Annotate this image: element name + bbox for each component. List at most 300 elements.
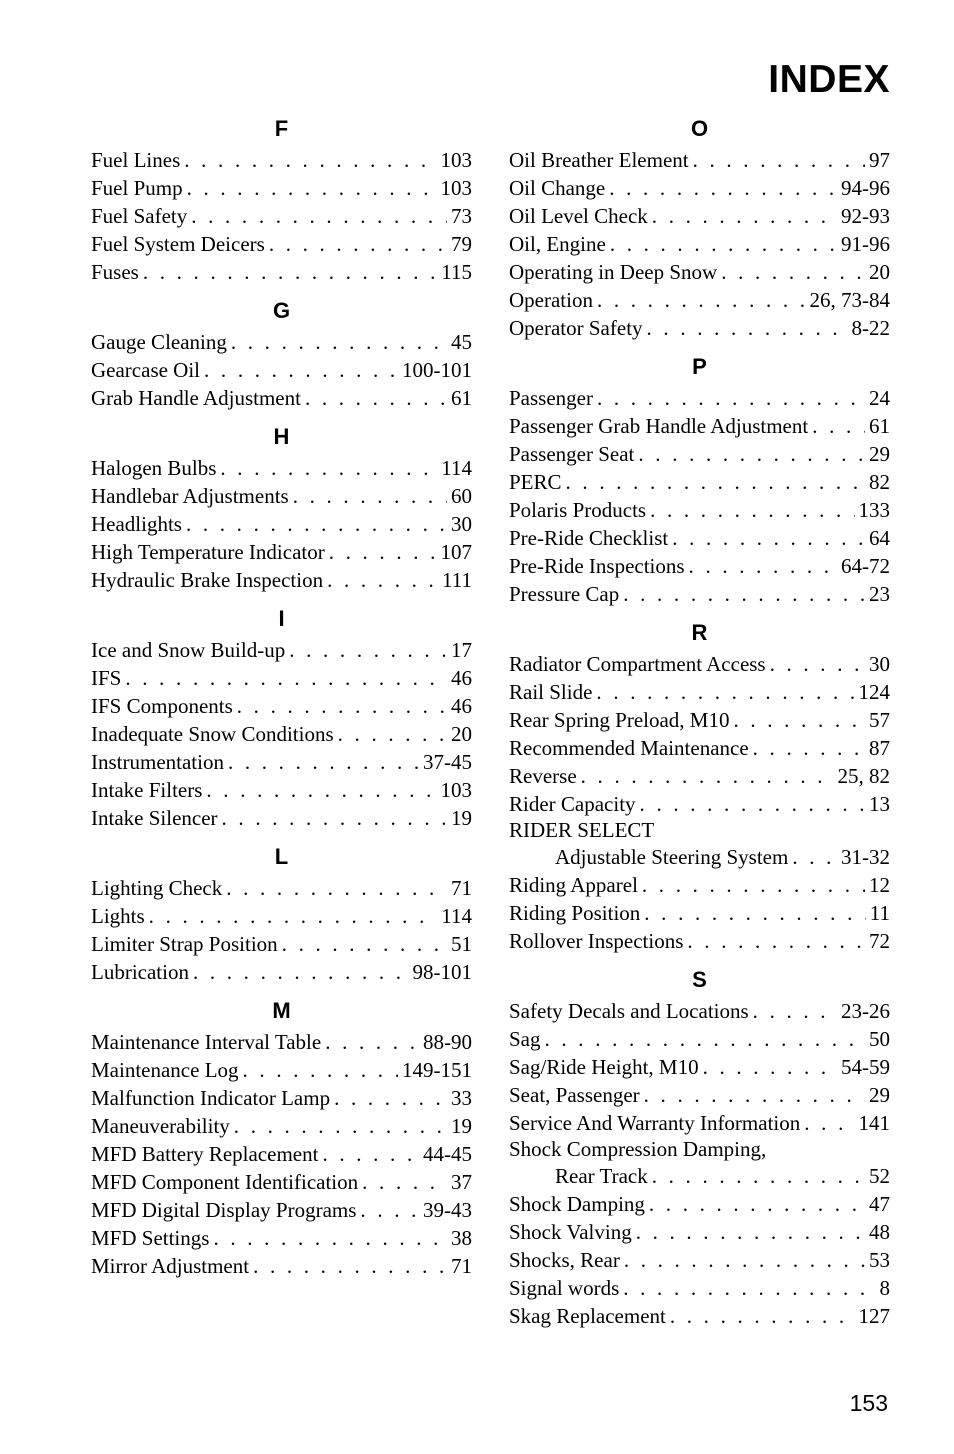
entry-term: Operator Safety — [509, 316, 643, 340]
index-entry — [509, 762, 890, 790]
entry-page: 37 — [451, 1170, 472, 1194]
entry-page: 72 — [869, 929, 890, 953]
index-entry — [509, 146, 890, 174]
entry-page: 31-32 — [841, 845, 890, 869]
dot-leader — [204, 356, 398, 384]
index-entry — [91, 720, 472, 748]
entry-page: 24 — [869, 386, 890, 410]
index-entry — [91, 804, 472, 832]
index-entry — [509, 496, 890, 524]
entry-term: Rear Spring Preload, M10 — [509, 708, 730, 732]
dot-leader — [253, 1252, 447, 1280]
entry-term: Malfunction Indicator Lamp — [91, 1086, 331, 1110]
entry-page: 103 — [440, 148, 472, 172]
entry-page: 50 — [869, 1027, 890, 1051]
dot-leader — [293, 482, 447, 510]
entry-term: Lighting Check — [91, 876, 223, 900]
entry-term: Fuel Pump — [91, 176, 183, 200]
index-entry — [91, 454, 472, 482]
dot-leader — [228, 748, 419, 776]
dot-leader — [226, 874, 447, 902]
entry-term: Lubrication — [91, 960, 189, 984]
entry-term: Recommended Maintenance — [509, 736, 749, 760]
section-letter: L — [274, 844, 289, 869]
dot-leader — [149, 902, 438, 930]
dot-leader — [609, 174, 837, 202]
entry-term: Sag — [509, 1027, 541, 1051]
entry-term: High Temperature Indicator — [91, 540, 325, 564]
section-letter: H — [273, 424, 290, 449]
index-section — [509, 616, 890, 955]
entry-term: Riding Apparel — [509, 873, 638, 897]
dot-leader — [624, 1246, 865, 1274]
index-column-left — [91, 112, 472, 1288]
entry-page: 114 — [441, 456, 472, 480]
dot-leader — [753, 734, 865, 762]
dot-leader — [334, 1084, 447, 1112]
entry-term: Passenger Grab Handle Adjustment — [509, 414, 809, 438]
dot-leader — [322, 1140, 419, 1168]
entry-page: 46 — [451, 666, 472, 690]
dot-leader — [672, 524, 865, 552]
index-entry — [91, 1056, 472, 1084]
entry-page: 115 — [441, 260, 472, 284]
page-number: 153 — [849, 1390, 888, 1416]
index-entry — [509, 1274, 890, 1302]
entry-page: 73 — [451, 204, 472, 228]
index-entry — [91, 930, 472, 958]
entry-term: Operating in Deep Snow — [509, 260, 718, 284]
entry-page: 87 — [869, 736, 890, 760]
index-entry — [509, 1218, 890, 1246]
dot-leader — [636, 1218, 865, 1246]
dot-leader — [644, 899, 865, 927]
index-entry — [509, 1246, 890, 1274]
dot-leader — [329, 538, 437, 566]
entry-term: Shock Damping — [509, 1192, 645, 1216]
entry-page: 107 — [440, 540, 472, 564]
dot-leader — [243, 1056, 398, 1084]
entry-term: Inadequate Snow Conditions — [91, 722, 334, 746]
index-entry — [509, 384, 890, 412]
dot-leader — [644, 1081, 865, 1109]
index-entry — [91, 510, 472, 538]
index-entry — [509, 1053, 890, 1081]
dot-leader — [362, 1168, 447, 1196]
entry-page: 71 — [451, 876, 472, 900]
dot-leader — [143, 258, 437, 286]
dot-leader — [597, 384, 865, 412]
dot-leader — [222, 804, 447, 832]
entry-term: Fuel Safety — [91, 204, 188, 228]
entry-page: 23 — [869, 582, 890, 606]
dot-leader — [125, 664, 447, 692]
entry-term: Fuel System Deicers — [91, 232, 265, 256]
index-entry — [509, 468, 890, 496]
index-entry — [509, 524, 890, 552]
index-entry — [509, 706, 890, 734]
entry-page: 141 — [858, 1111, 890, 1135]
entry-term: Passenger — [509, 386, 593, 410]
page-title: INDEX — [768, 58, 890, 101]
index-entry — [91, 958, 472, 986]
dot-leader — [623, 1274, 875, 1302]
index-entry — [91, 230, 472, 258]
dot-leader — [650, 496, 854, 524]
entry-page: 92-93 — [841, 204, 890, 228]
entry-page: 13 — [869, 792, 890, 816]
entry-term: Maintenance Log — [91, 1058, 239, 1082]
index-entry — [91, 748, 472, 776]
entry-page: 94-96 — [841, 176, 890, 200]
entry-page: 44-45 — [423, 1142, 472, 1166]
entry-term: Limiter Strap Position — [91, 932, 278, 956]
entry-term: RIDER SELECT — [509, 818, 655, 842]
entry-page: 127 — [858, 1304, 890, 1328]
entry-term: Skag Replacement — [509, 1304, 666, 1328]
index-entry — [91, 874, 472, 902]
entry-page: 12 — [869, 873, 890, 897]
index-entry — [509, 927, 890, 955]
entry-page: 100-101 — [402, 358, 472, 382]
index-entry — [91, 636, 472, 664]
entry-page: 124 — [858, 680, 890, 704]
entry-page: 97 — [869, 148, 890, 172]
index-section — [509, 350, 890, 608]
index-entry — [91, 566, 472, 594]
entry-term: Mirror Adjustment — [91, 1254, 250, 1278]
dot-leader — [237, 692, 447, 720]
dot-leader — [360, 1196, 419, 1224]
entry-term: Fuel Lines — [91, 148, 181, 172]
dot-leader — [689, 552, 837, 580]
entry-page: 91-96 — [841, 232, 890, 256]
entry-page: 149-151 — [402, 1058, 472, 1082]
index-entry — [91, 356, 472, 384]
entry-term: Oil Breather Element — [509, 148, 689, 172]
dot-leader — [325, 1028, 419, 1056]
entry-term: Rider Capacity — [509, 792, 636, 816]
dot-leader — [721, 258, 865, 286]
entry-term: Service And Warranty Information — [509, 1111, 801, 1135]
index-entry — [91, 1168, 472, 1196]
dot-leader — [693, 146, 865, 174]
entry-term: Headlights — [91, 512, 182, 536]
entry-term: Ice and Snow Build-up — [91, 638, 286, 662]
entry-page: 19 — [451, 1114, 472, 1138]
index-section — [509, 112, 890, 342]
index-entry — [91, 384, 472, 412]
index-entry — [509, 1081, 890, 1109]
entry-term: IFS Components — [91, 694, 233, 718]
dot-leader — [186, 510, 447, 538]
entry-page: 37-45 — [423, 750, 472, 774]
entry-term: Grab Handle Adjustment — [91, 386, 301, 410]
index-entry — [91, 538, 472, 566]
entry-term: Shock Valving — [509, 1220, 632, 1244]
entry-page: 39-43 — [423, 1198, 472, 1222]
index-entry — [91, 664, 472, 692]
dot-leader — [282, 930, 447, 958]
entry-page: 47 — [869, 1192, 890, 1216]
section-letter: R — [691, 620, 708, 645]
entry-term: Rollover Inspections — [509, 929, 684, 953]
entry-page: 46 — [451, 694, 472, 718]
entry-page: 30 — [451, 512, 472, 536]
entry-term: Handlebar Adjustments — [91, 484, 289, 508]
section-letter: G — [272, 298, 291, 323]
index-entry — [91, 1028, 472, 1056]
index-entry — [509, 580, 890, 608]
dot-leader — [753, 997, 837, 1025]
dot-leader — [206, 776, 436, 804]
entry-page: 11 — [869, 901, 890, 925]
index-entry — [509, 734, 890, 762]
entry-page: 54-59 — [841, 1055, 890, 1079]
entry-page: 26, 73-84 — [809, 288, 890, 312]
entry-page: 64 — [869, 526, 890, 550]
entry-page: 82 — [869, 470, 890, 494]
entry-subterm: Adjustable Steering System — [555, 845, 789, 869]
index-entry — [509, 678, 890, 706]
index-section — [91, 420, 472, 594]
entry-term: Shock Compression Damping, — [509, 1137, 767, 1161]
entry-term: Passenger Seat — [509, 442, 635, 466]
entry-page: 88-90 — [423, 1030, 472, 1054]
dot-leader — [640, 790, 865, 818]
index-entry — [91, 1112, 472, 1140]
entry-page: 114 — [441, 904, 472, 928]
entry-page: 103 — [440, 778, 472, 802]
entry-term: Polaris Products — [509, 498, 647, 522]
dot-leader — [670, 1302, 855, 1330]
index-section — [91, 112, 472, 286]
dot-leader — [638, 440, 865, 468]
section-letter: O — [690, 116, 709, 141]
index-entry — [91, 1224, 472, 1252]
dot-leader — [642, 871, 865, 899]
index-section — [91, 294, 472, 412]
entry-page: 71 — [451, 1254, 472, 1278]
index-entry — [91, 692, 472, 720]
dot-leader — [652, 1162, 865, 1190]
entry-term: IFS — [91, 666, 122, 690]
index-entry — [91, 776, 472, 804]
index-entry — [91, 328, 472, 356]
entry-page: 23-26 — [841, 999, 890, 1023]
entry-term: MFD Component Identification — [91, 1170, 359, 1194]
entry-page: 51 — [451, 932, 472, 956]
entry-term: Rail Slide — [509, 680, 593, 704]
entry-page: 52 — [869, 1164, 890, 1188]
dot-leader — [652, 202, 837, 230]
entry-term: Gauge Cleaning — [91, 330, 227, 354]
entry-term: Signal words — [509, 1276, 620, 1300]
entry-page: 29 — [869, 1083, 890, 1107]
entry-page: 60 — [451, 484, 472, 508]
entry-term: MFD Battery Replacement — [91, 1142, 319, 1166]
index-entry — [509, 1137, 890, 1190]
entry-term: Hydraulic Brake Inspection — [91, 568, 324, 592]
dot-leader — [581, 762, 834, 790]
index-entry — [91, 202, 472, 230]
entry-term: Pre-Ride Checklist — [509, 526, 669, 550]
index-entry — [509, 790, 890, 818]
entry-term: Pre-Ride Inspections — [509, 554, 685, 578]
dot-leader — [220, 454, 437, 482]
entry-page: 103 — [440, 176, 472, 200]
entry-term: Radiator Compartment Access — [509, 652, 766, 676]
index-entry — [509, 552, 890, 580]
entry-page: 8 — [879, 1276, 890, 1300]
entry-page: 17 — [451, 638, 472, 662]
dot-leader — [289, 636, 447, 664]
dot-leader — [792, 843, 837, 871]
entry-term: Seat, Passenger — [509, 1083, 640, 1107]
entry-page: 61 — [451, 386, 472, 410]
entry-page: 20 — [451, 722, 472, 746]
dot-leader — [191, 202, 447, 230]
entry-page: 19 — [451, 806, 472, 830]
section-letter: F — [274, 116, 289, 141]
entry-term: Oil, Engine — [509, 232, 606, 256]
entry-term: MFD Digital Display Programs — [91, 1198, 357, 1222]
index-column-right — [509, 112, 890, 1338]
entry-page: 53 — [869, 1248, 890, 1272]
index-section — [509, 963, 890, 1330]
index-entry — [509, 650, 890, 678]
entry-term: Maneuverability — [91, 1114, 230, 1138]
dot-leader — [812, 412, 865, 440]
dot-leader — [597, 286, 806, 314]
index-entry — [509, 258, 890, 286]
entry-page: 30 — [869, 652, 890, 676]
entry-term: Safety Decals and Locations — [509, 999, 749, 1023]
dot-leader — [231, 328, 447, 356]
index-entry — [509, 1190, 890, 1218]
index-entry — [91, 482, 472, 510]
dot-leader — [703, 1053, 837, 1081]
entry-term: Fuses — [91, 260, 139, 284]
entry-page: 20 — [869, 260, 890, 284]
index-section — [91, 994, 472, 1280]
section-letter: P — [692, 354, 707, 379]
entry-page: 64-72 — [841, 554, 890, 578]
index-entry — [509, 174, 890, 202]
index-section — [91, 840, 472, 986]
dot-leader — [234, 1112, 447, 1140]
entry-term: Reverse — [509, 764, 577, 788]
entry-term: Intake Filters — [91, 778, 203, 802]
section-letter: S — [692, 967, 707, 992]
dot-leader — [647, 314, 848, 342]
dot-leader — [623, 580, 865, 608]
entry-term: Maintenance Interval Table — [91, 1030, 322, 1054]
entry-subline — [509, 843, 890, 871]
entry-term: Sag/Ride Height, M10 — [509, 1055, 699, 1079]
entry-page: 45 — [451, 330, 472, 354]
entry-page: 133 — [858, 498, 890, 522]
index-entry — [91, 1084, 472, 1112]
entry-page: 25, 82 — [837, 764, 890, 788]
dot-leader — [566, 468, 865, 496]
entry-page: 33 — [451, 1086, 472, 1110]
dot-leader — [184, 146, 436, 174]
index-entry — [509, 1025, 890, 1053]
entry-page: 8-22 — [851, 316, 890, 340]
entry-term: Oil Change — [509, 176, 606, 200]
entry-term: Gearcase Oil — [91, 358, 201, 382]
index-entry — [91, 902, 472, 930]
dot-leader — [305, 384, 447, 412]
entry-term: Halogen Bulbs — [91, 456, 217, 480]
entry-page: 98-101 — [412, 960, 472, 984]
dot-leader — [187, 174, 437, 202]
dot-leader — [733, 706, 865, 734]
index-entry — [509, 314, 890, 342]
entry-page: 111 — [442, 568, 472, 592]
entry-term: Shocks, Rear — [509, 1248, 620, 1272]
dot-leader — [804, 1109, 854, 1137]
entry-term: MFD Settings — [91, 1226, 210, 1250]
section-letter: I — [278, 606, 285, 631]
dot-leader — [687, 927, 865, 955]
dot-leader — [338, 720, 447, 748]
index-entry — [509, 1109, 890, 1137]
entry-page: 48 — [869, 1220, 890, 1244]
index-section — [91, 602, 472, 832]
entry-page: 61 — [869, 414, 890, 438]
index-entry — [509, 202, 890, 230]
index-entry — [509, 286, 890, 314]
entry-page: 29 — [869, 442, 890, 466]
entry-term: PERC — [509, 470, 562, 494]
entry-term: Lights — [91, 904, 145, 928]
entry-page: 38 — [451, 1226, 472, 1250]
entry-term: Operation — [509, 288, 593, 312]
index-entry — [91, 1140, 472, 1168]
index-entry — [509, 412, 890, 440]
index-entry — [91, 146, 472, 174]
entry-term: Instrumentation — [91, 750, 224, 774]
index-entry — [509, 230, 890, 258]
entry-subline — [509, 1162, 890, 1190]
dot-leader — [610, 230, 837, 258]
index-entry — [509, 871, 890, 899]
entry-term: Intake Silencer — [91, 806, 218, 830]
index-entry — [91, 174, 472, 202]
dot-leader — [596, 678, 854, 706]
index-entry — [509, 440, 890, 468]
dot-leader — [770, 650, 865, 678]
entry-term: Oil Level Check — [509, 204, 648, 228]
entry-term: Riding Position — [509, 901, 641, 925]
index-entry — [91, 1252, 472, 1280]
index-entry — [509, 818, 890, 871]
entry-page: 57 — [869, 708, 890, 732]
index-entry — [509, 997, 890, 1025]
entry-subterm: Rear Track — [555, 1164, 648, 1188]
entry-term: Pressure Cap — [509, 582, 620, 606]
dot-leader — [193, 958, 409, 986]
dot-leader — [545, 1025, 866, 1053]
dot-leader — [649, 1190, 865, 1218]
section-letter: M — [272, 998, 291, 1023]
index-entry — [509, 899, 890, 927]
index-entry — [91, 258, 472, 286]
entry-page: 79 — [451, 232, 472, 256]
dot-leader — [213, 1224, 447, 1252]
